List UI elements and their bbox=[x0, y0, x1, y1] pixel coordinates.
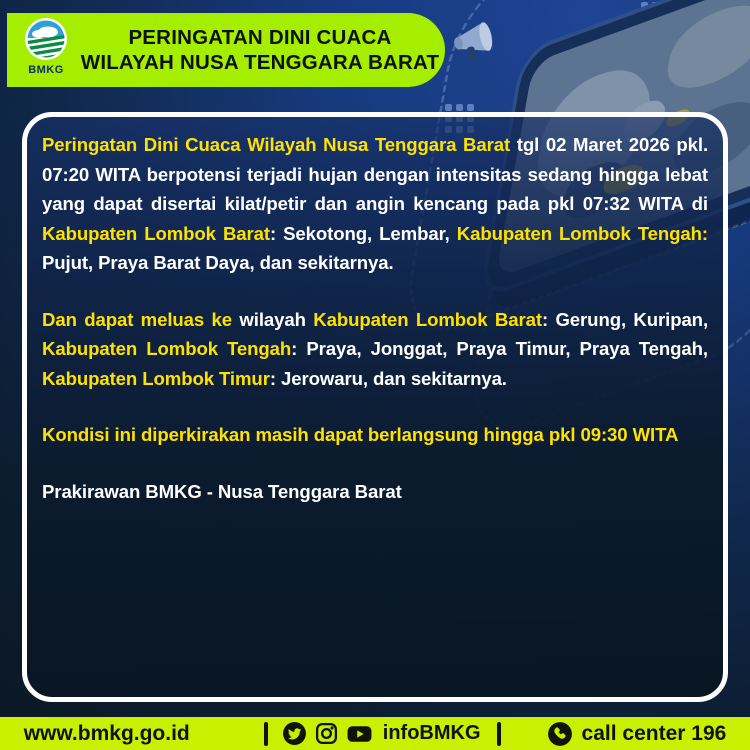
website-link[interactable]: www.bmkg.go.id bbox=[23, 721, 190, 745]
warning-text-segment: tgl 02 Maret 2026 pkl. 07:20 WITA berpotensi terjadi hujan dengan intensitas sedang hingga lebat yang dapat disertai kilat/petir dan angin kencang pada pkl 07:32 WITA di bbox=[42, 134, 709, 214]
warning-text-segment: Dan dapat meluas ke bbox=[42, 308, 233, 330]
title-line-2: WILAYAH NUSA TENGGARA BARAT bbox=[80, 51, 440, 74]
warning-text-segment: Kondisi ini diperkirakan masih dapat berlangsung hingga pkl 09:30 WITA bbox=[42, 424, 679, 445]
title-line-1: PERINGATAN DINI CUACA bbox=[128, 26, 392, 49]
warning-text-segment: : Praya, Jonggat, Praya Timur, Praya Tengah, bbox=[291, 338, 708, 359]
instagram-icon[interactable] bbox=[314, 721, 339, 746]
twitter-icon[interactable] bbox=[282, 721, 307, 746]
call-center[interactable] bbox=[547, 721, 727, 747]
warning-paragraph bbox=[42, 130, 708, 278]
warning-text-segment: Kabupaten Lombok Tengah bbox=[42, 338, 292, 359]
call-center-label: call center 196 bbox=[581, 721, 727, 745]
warning-card bbox=[22, 112, 728, 702]
footer-bar bbox=[0, 717, 750, 750]
bmkg-logo-icon bbox=[20, 17, 72, 65]
warning-paragraph bbox=[42, 420, 708, 450]
warning-text-segment: Kabupaten Lombok Barat bbox=[313, 308, 542, 330]
phone-icon bbox=[547, 721, 573, 747]
warning-paragraph bbox=[42, 477, 708, 507]
header-title bbox=[75, 25, 445, 75]
warning-text-segment: Kabupaten Lombok Tengah: bbox=[456, 222, 708, 244]
social-handle-label[interactable]: infoBMKG bbox=[382, 722, 481, 744]
warning-text-segment: : Gerung, Kuripan, bbox=[541, 308, 709, 330]
youtube-icon[interactable] bbox=[346, 721, 373, 746]
warning-text-segment: Pujut, Praya Barat Daya, dan sekitarnya. bbox=[42, 252, 394, 273]
warning-text-segment: Kabupaten Lombok Timur bbox=[42, 367, 270, 389]
header-banner bbox=[7, 13, 445, 87]
warning-text-segment: : Sekotong, Lembar, bbox=[270, 222, 457, 244]
bmkg-logo bbox=[20, 17, 72, 76]
footer-divider bbox=[264, 722, 268, 746]
warning-text-segment: Peringatan Dini Cuaca Wilayah Nusa Tenggara Barat bbox=[42, 134, 511, 155]
warning-text bbox=[42, 130, 708, 506]
warning-text-segment: wilayah bbox=[232, 308, 314, 330]
map-landmass bbox=[662, 0, 750, 101]
warning-text-segment: Prakirawan BMKG - Nusa Tenggara Barat bbox=[42, 480, 402, 502]
footer-divider bbox=[497, 722, 501, 746]
social-icons bbox=[282, 721, 373, 746]
warning-text-segment: : Jerowaru, dan sekitarnya. bbox=[269, 367, 507, 389]
bmkg-logo-label: BMKG bbox=[28, 64, 64, 76]
warning-text-segment: Kabupaten Lombok Barat bbox=[42, 222, 270, 244]
warning-paragraph bbox=[42, 305, 708, 394]
